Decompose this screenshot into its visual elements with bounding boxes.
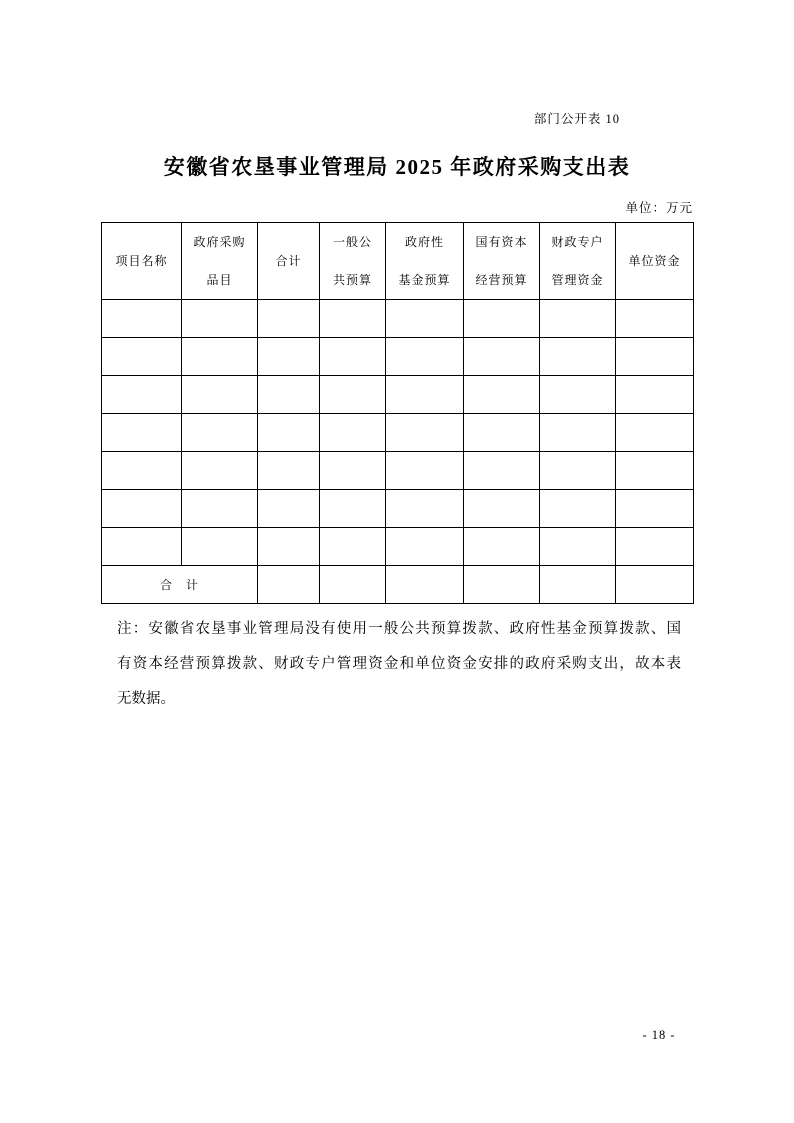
empty-cell [616, 566, 694, 604]
empty-cell [540, 338, 616, 376]
col-header-line: 单位资金 [628, 254, 681, 268]
empty-cell [616, 490, 694, 528]
header-row [102, 223, 694, 300]
empty-cell [616, 452, 694, 490]
empty-cell [464, 566, 540, 604]
col-header-line: 项目名称 [115, 254, 168, 268]
empty-cell [386, 376, 464, 414]
empty-cell [320, 338, 386, 376]
empty-cell [464, 490, 540, 528]
empty-cell [258, 490, 320, 528]
empty-cell [616, 300, 694, 338]
col-header-line: 一般公 [332, 235, 372, 249]
col-header-state-capital-budget [464, 223, 540, 300]
empty-cell [102, 528, 182, 566]
col-header-line: 品目 [206, 273, 233, 287]
table-row [102, 300, 694, 338]
empty-cell [386, 566, 464, 604]
table-row [102, 414, 694, 452]
empty-cell [386, 414, 464, 452]
col-header-line: 国有资本 [475, 235, 528, 249]
empty-cell [386, 490, 464, 528]
col-header-project-name [102, 223, 182, 300]
total-row-label: 合 计 [102, 566, 258, 604]
col-header-line: 共预算 [332, 273, 372, 287]
procurement-table [101, 222, 694, 604]
col-header-line: 财政专户 [551, 235, 604, 249]
page-number: - 18 - [642, 1028, 676, 1042]
empty-cell [320, 452, 386, 490]
empty-cell [320, 566, 386, 604]
col-header-line: 基金预算 [398, 273, 451, 287]
empty-cell [258, 414, 320, 452]
note-line: 无数据。 [117, 691, 175, 707]
empty-cell [258, 300, 320, 338]
table-row [102, 490, 694, 528]
empty-cell [540, 300, 616, 338]
page-title: 安徽省农垦事业管理局 2025 年政府采购支出表 [163, 155, 631, 179]
empty-cell [540, 566, 616, 604]
col-header-total [258, 223, 320, 300]
col-header-general-public-budget [320, 223, 386, 300]
note-paragraph [117, 612, 681, 717]
col-header-line: 政府采购 [193, 235, 246, 249]
total-row [102, 566, 694, 604]
empty-cell [616, 376, 694, 414]
empty-cell [616, 338, 694, 376]
empty-cell [102, 490, 182, 528]
empty-cell [258, 452, 320, 490]
empty-cell [182, 414, 258, 452]
empty-cell [540, 452, 616, 490]
empty-cell [258, 528, 320, 566]
empty-cell [386, 528, 464, 566]
col-header-line: 经营预算 [475, 273, 528, 287]
empty-cell [464, 414, 540, 452]
empty-cell [102, 414, 182, 452]
empty-cell [182, 528, 258, 566]
table-row [102, 338, 694, 376]
col-header-unit-funds [616, 223, 694, 300]
empty-cell [464, 338, 540, 376]
empty-cell [540, 528, 616, 566]
empty-cell [182, 490, 258, 528]
empty-cell [182, 376, 258, 414]
col-header-line: 合计 [275, 254, 302, 268]
empty-cell [464, 300, 540, 338]
empty-cell [464, 452, 540, 490]
empty-cell [386, 300, 464, 338]
unit-label: 单位：万元 [625, 201, 693, 215]
empty-cell [320, 490, 386, 528]
corner-label: 部门公开表 10 [533, 112, 620, 126]
empty-cell [258, 376, 320, 414]
note-line: 注：安徽省农垦事业管理局没有使用一般公共预算拨款、政府性基金预算拨款、国 [117, 621, 681, 637]
empty-cell [182, 338, 258, 376]
empty-cell [102, 338, 182, 376]
empty-cell [320, 376, 386, 414]
table-header [102, 223, 694, 300]
empty-cell [386, 338, 464, 376]
table-body [102, 300, 694, 566]
empty-cell [182, 452, 258, 490]
empty-cell [386, 452, 464, 490]
empty-cell [616, 528, 694, 566]
empty-cell [464, 528, 540, 566]
col-header-government-fund-budget [386, 223, 464, 300]
empty-cell [320, 300, 386, 338]
empty-cell [464, 376, 540, 414]
empty-cell [102, 300, 182, 338]
empty-cell [258, 566, 320, 604]
note-line: 有资本经营预算拨款、财政专户管理资金和单位资金安排的政府采购支出，故本表 [117, 656, 681, 672]
table-row [102, 452, 694, 490]
col-header-line: 管理资金 [551, 273, 604, 287]
empty-cell [616, 414, 694, 452]
empty-cell [320, 528, 386, 566]
col-header-fiscal-special-account [540, 223, 616, 300]
empty-cell [102, 376, 182, 414]
empty-cell [182, 300, 258, 338]
empty-cell [540, 490, 616, 528]
table-footer [102, 566, 694, 604]
empty-cell [102, 452, 182, 490]
empty-cell [540, 376, 616, 414]
col-header-line: 政府性 [404, 235, 444, 249]
col-header-procurement-item [182, 223, 258, 300]
table-row [102, 376, 694, 414]
empty-cell [258, 338, 320, 376]
empty-cell [320, 414, 386, 452]
empty-cell [540, 414, 616, 452]
table-row [102, 528, 694, 566]
